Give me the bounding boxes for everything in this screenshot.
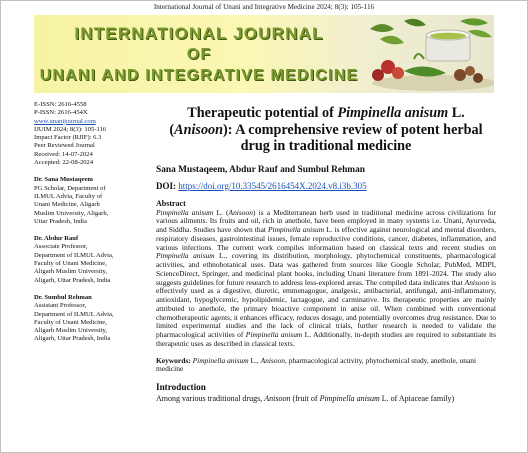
author-affiliation-line: Aligarh, Uttar Pradesh, India [34,335,111,343]
author-name: Dr. Sumbul Rehman [34,293,92,301]
eissn: E-ISSN: 2616-4558 [34,101,87,108]
article-main [156,105,496,403]
author-affiliation-line: Department of ILMUL Advia, [34,251,114,259]
herbs-illustration [364,15,494,93]
keywords: Keywords: Pimpinella anisum L., Anisoon, pharmacological activity, phytochemical study, anethole, unani medicine [156,355,477,374]
accepted-date: Accepted: 22-08-2024 [34,159,94,167]
author-affiliation-line: Unani Medicine, Aligarh [34,201,100,209]
author-affiliation-line: Muslim University, Aligarh, [34,209,109,217]
author-affiliation-line: Department of ILMUL Advia, [34,310,114,318]
author-affiliation-line: PG Scholar, Department of [34,184,106,192]
issue-reference: IJUIM 2024; 8(3): 105-116 [34,125,107,133]
abstract-heading: Abstract [156,198,186,208]
article-authors: Sana Mustaqeem, Abdur Rauf and Sumbul Rehman [156,164,365,175]
author-affiliation-line: Aligarh Muslim University, [34,268,108,276]
author-affiliation-line: Associate Professor, [34,243,88,251]
author-name: Dr. Sana Mustaqeem [34,176,93,184]
banner-title-line3: UNANI AND INTEGRATIVE MEDICINE [39,67,359,84]
pissn: P-ISSN: 2616-454X [34,109,88,117]
doi-line: DOI: https://doi.org/10.33545/2616454X.2024.v8.i3b.305 [156,180,367,191]
impact-factor: Impact Factor (RJIF): 6.3 [34,134,102,142]
abstract-text: Pimpinella anisum L. (Anisoon) is a Mediterranean herb used in traditional medicine across civilizations for various ailments. Its fruits and oil, rich in anethole, have been employed in many systems i.e. Unani, Ayurveda, and Siddha. Studies have shown that Pimpinella anisum L. is effective against neurological and mental disorders, respiratory diseases, gastrointestinal issues, female reproductive conditions, cancer, diabetes, inflammation, and various infections. The current work compiles information based on classical texts and recent studies on Pimpinella anisum L., covering its distribution, morphology, phytochemical constituents, pharmacological activities, and ethnobotanical uses. Data was gathered from sources like Google Scholar, PubMed, MDPI, ScienceDirect, Springer, and medicinal plant books, including Unani literature from 1891-2024. The study also suggests guidelines for future research to address less-explored areas. The compiled data indicates that Anisoon is effectively used as a digestive, diuretic, emmenagogue, analgesic, antibacterial, antifungal, anti-inflammatory, antioxidant, hypoglycemic, hypolipidemic, lactagogue, and carminative. Its therapeutic properties are mainly attributed to anethole, the primary bioactive component in anise oil. When combined with conventional chemotherapeutic agents, it enhances efficacy, reduces dosage, and potentially overcomes drug resistance. Due to limited experimental studies and the lack of clinical trials, further research is needed to validate the pharmacological activities of Pimpinella anisum L. Additionally, in-depth studies are required to substantiate its therapeutic uses as described in classical texts. [156,207,497,348]
received-date: Received: 14-07-2024 [34,150,93,158]
journal-website-link[interactable]: www.unanijournal.com [34,117,96,125]
author-affiliation-line: Faculty of Unani Medicine, [34,318,107,326]
banner-title-line2: OF [186,46,212,63]
banner-title-line1: INTERNATIONAL JOURNAL [74,24,324,43]
author-affiliation-line: Aligarh, Uttar Pradesh, India [34,276,111,284]
journal-banner [34,15,494,93]
journal-citation-header: International Journal of Unani and Integrative Medicine 2024; 8(3): 105-116 [153,3,375,11]
introduction-heading: Introduction [156,382,206,392]
article-info-sidebar [34,101,152,344]
author-affiliation-line: Aligarh Muslim University, [34,327,108,335]
author-affiliation-line: Uttar Pradesh, India [34,217,87,225]
article-title: Therapeutic potential of Pimpinella anisum L. (Anisoon): A comprehensive review of potent herbal drug in traditional medicine [169,105,483,154]
author-affiliation-line: ILMUL Advia, Faculty of [34,192,103,200]
author-affiliation-line: Assistant Professor, [34,302,87,310]
doi-link[interactable]: https://doi.org/10.33545/2616454X.2024.v8.i3b.305 [178,180,367,191]
author-affiliation-line: Faculty of Unani Medicine, [34,260,107,268]
peer-reviewed: Peer Reviewed Journal [34,142,95,150]
introduction-text: Among various traditional drugs, Anisoon (fruit of Pimpinella anisum L. of Apiaceae family) [156,394,455,403]
author-name: Dr. Abdur Rauf [34,235,79,243]
